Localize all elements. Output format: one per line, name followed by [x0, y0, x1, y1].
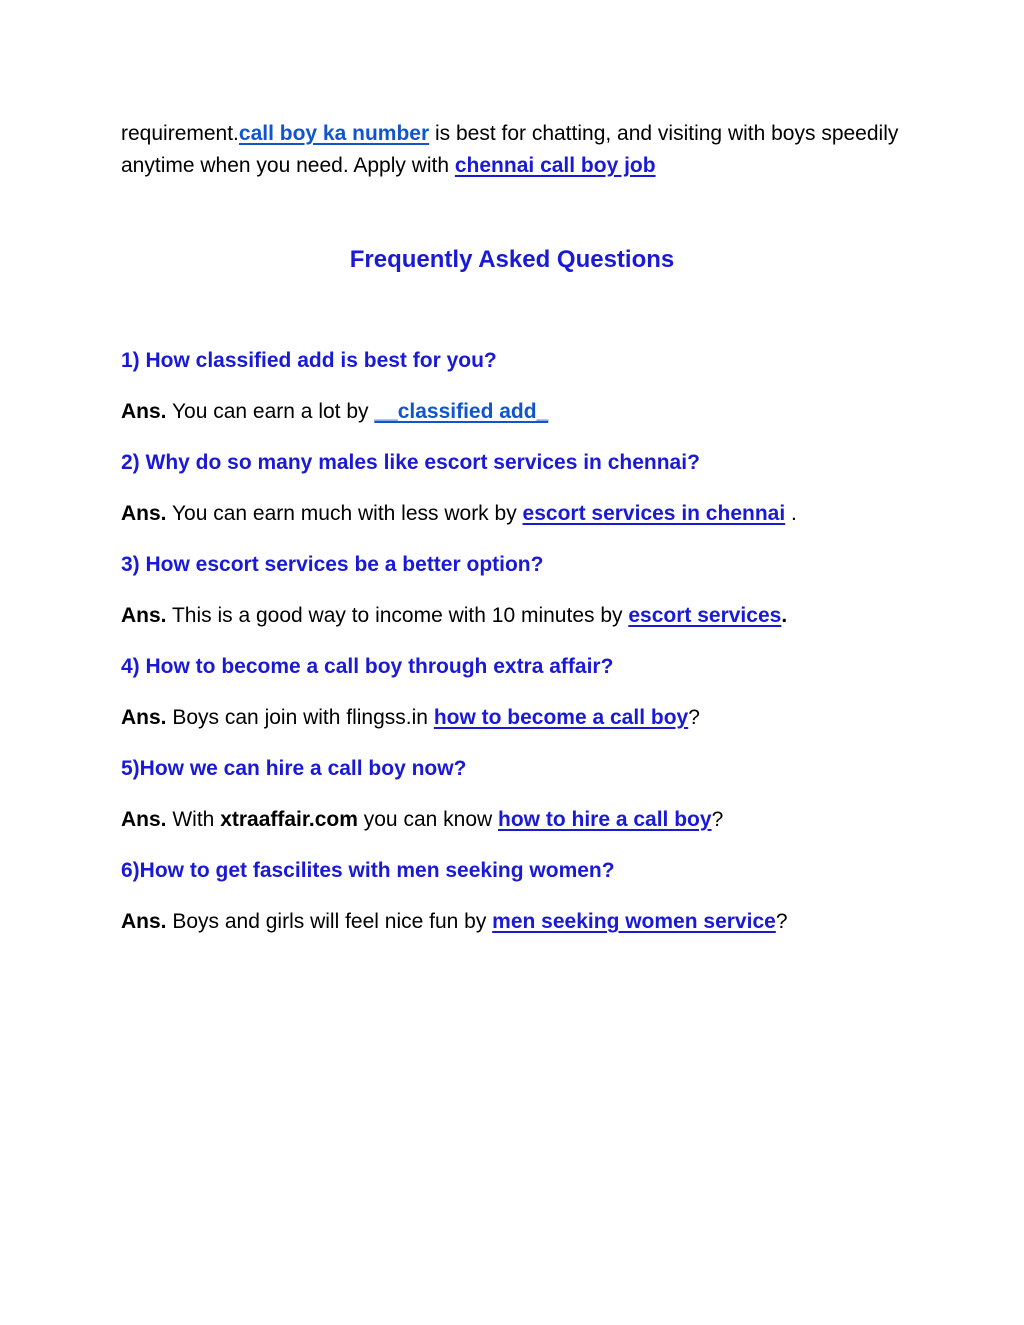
- answer-label: Ans.: [121, 706, 167, 729]
- answer-suffix: .: [785, 502, 797, 525]
- faq-question-6: 6)How to get fascilites with men seeking women?: [121, 859, 615, 882]
- faq-answer-5: [121, 805, 941, 835]
- answer-text: With: [166, 808, 221, 831]
- faq-title: Frequently Asked Questions: [349, 246, 675, 273]
- answer-label: Ans.: [121, 604, 167, 627]
- classified-add-link[interactable]: __classified add_: [374, 400, 549, 423]
- answer-suffix: ?: [688, 706, 700, 729]
- answer-text: You can earn a lot by: [166, 400, 375, 423]
- answer-suffix: ?: [711, 808, 724, 831]
- answer-label: Ans.: [121, 910, 167, 933]
- answer-label: Ans.: [121, 808, 167, 831]
- intro-paragraph: [121, 118, 921, 182]
- faq-question-3: 3) How escort services be a better option?: [121, 553, 544, 576]
- answer-text: You can earn much with less work by: [166, 502, 523, 525]
- faq-question-4: 4) How to become a call boy through extra affair?: [121, 655, 614, 678]
- intro-text-1: requirement.: [121, 122, 239, 145]
- chennai-call-boy-job-link[interactable]: chennai call boy job: [454, 154, 656, 177]
- intro-text-2: is best for chatting, and visiting with boys speedily anytime when you need. Apply with: [121, 122, 899, 177]
- xtraaffair-domain: xtraaffair.com: [220, 808, 358, 831]
- faq-answer-4: [121, 703, 941, 733]
- faq-answer-3: [121, 601, 941, 631]
- men-seeking-women-service-link[interactable]: men seeking women service: [492, 910, 776, 933]
- answer-text: Boys can join with flingss.in: [166, 706, 434, 729]
- faq-question-2: 2) Why do so many males like escort services in chennai?: [121, 451, 700, 474]
- faq-question-5: 5)How we can hire a call boy now?: [121, 757, 467, 780]
- answer-label: Ans.: [121, 400, 167, 423]
- faq-answer-6: [121, 907, 941, 937]
- faq-question-1: 1) How classified add is best for you?: [121, 349, 497, 372]
- answer-text: This is a good way to income with 10 minutes by: [166, 604, 629, 627]
- answer-text: Boys and girls will feel nice fun by: [166, 910, 493, 933]
- answer-label: Ans.: [121, 502, 167, 525]
- faq-answer-1: [121, 397, 941, 427]
- answer-suffix: ?: [775, 910, 788, 933]
- answer-text-mid: you can know: [357, 808, 499, 831]
- escort-services-link[interactable]: escort services: [628, 604, 782, 627]
- answer-suffix: .: [781, 604, 788, 627]
- call-boy-ka-number-link[interactable]: call boy ka number: [238, 122, 430, 145]
- how-to-hire-a-call-boy-link[interactable]: how to hire a call boy: [498, 808, 712, 831]
- escort-services-in-chennai-link[interactable]: escort services in chennai: [522, 502, 786, 525]
- how-to-become-a-call-boy-link[interactable]: how to become a call boy: [433, 706, 689, 729]
- faq-answer-2: [121, 499, 941, 529]
